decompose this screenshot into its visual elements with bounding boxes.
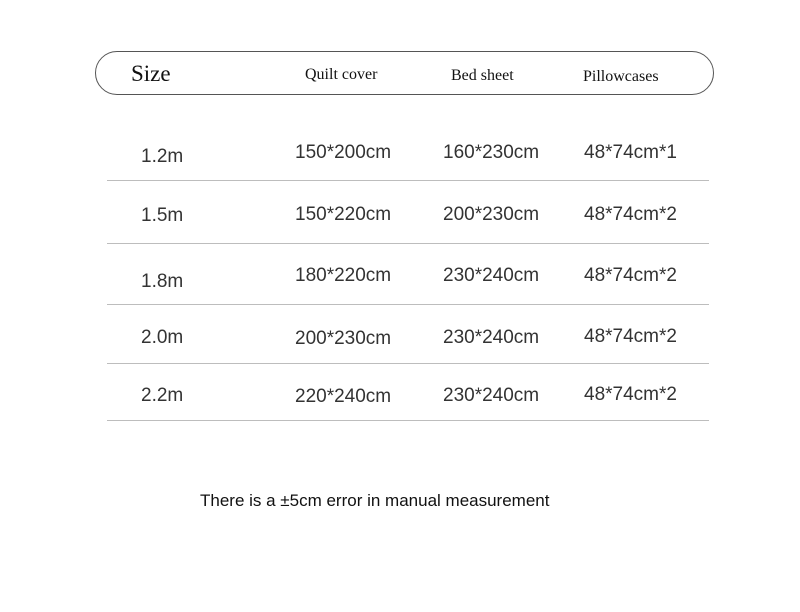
size-cell: 2.2m	[141, 385, 184, 406]
header-size: Size	[131, 61, 171, 86]
measurement-note: There is a ±5cm error in manual measurement	[200, 491, 550, 510]
row-divider	[107, 420, 709, 421]
quilt-cover-cell: 220*240cm	[295, 386, 392, 407]
header-quilt-cover: Quilt cover	[305, 66, 378, 83]
bed-sheet-cell: 230*240cm	[443, 265, 540, 286]
pillowcases-cell: 48*74cm*2	[584, 265, 677, 286]
quilt-cover-cell: 180*220cm	[295, 265, 392, 286]
pillowcases-cell: 48*74cm*1	[584, 142, 677, 163]
quilt-cover-cell: 150*220cm	[295, 204, 392, 225]
bed-sheet-cell: 230*240cm	[443, 385, 540, 406]
size-cell: 1.5m	[141, 205, 184, 226]
row-divider	[107, 243, 709, 244]
row-divider	[107, 304, 709, 305]
bed-sheet-cell: 160*230cm	[443, 142, 540, 163]
pillowcases-cell: 48*74cm*2	[584, 384, 677, 405]
header-pillowcases: Pillowcases	[583, 68, 659, 85]
size-cell: 2.0m	[141, 327, 184, 348]
size-cell: 1.8m	[141, 271, 184, 292]
quilt-cover-cell: 200*230cm	[295, 328, 392, 349]
bed-sheet-cell: 230*240cm	[443, 327, 540, 348]
header-bed-sheet: Bed sheet	[451, 67, 514, 84]
row-divider	[107, 180, 709, 181]
bed-sheet-cell: 200*230cm	[443, 204, 540, 225]
quilt-cover-cell: 150*200cm	[295, 142, 392, 163]
pillowcases-cell: 48*74cm*2	[584, 326, 677, 347]
row-divider	[107, 363, 709, 364]
size-cell: 1.2m	[141, 146, 184, 167]
pillowcases-cell: 48*74cm*2	[584, 204, 677, 225]
